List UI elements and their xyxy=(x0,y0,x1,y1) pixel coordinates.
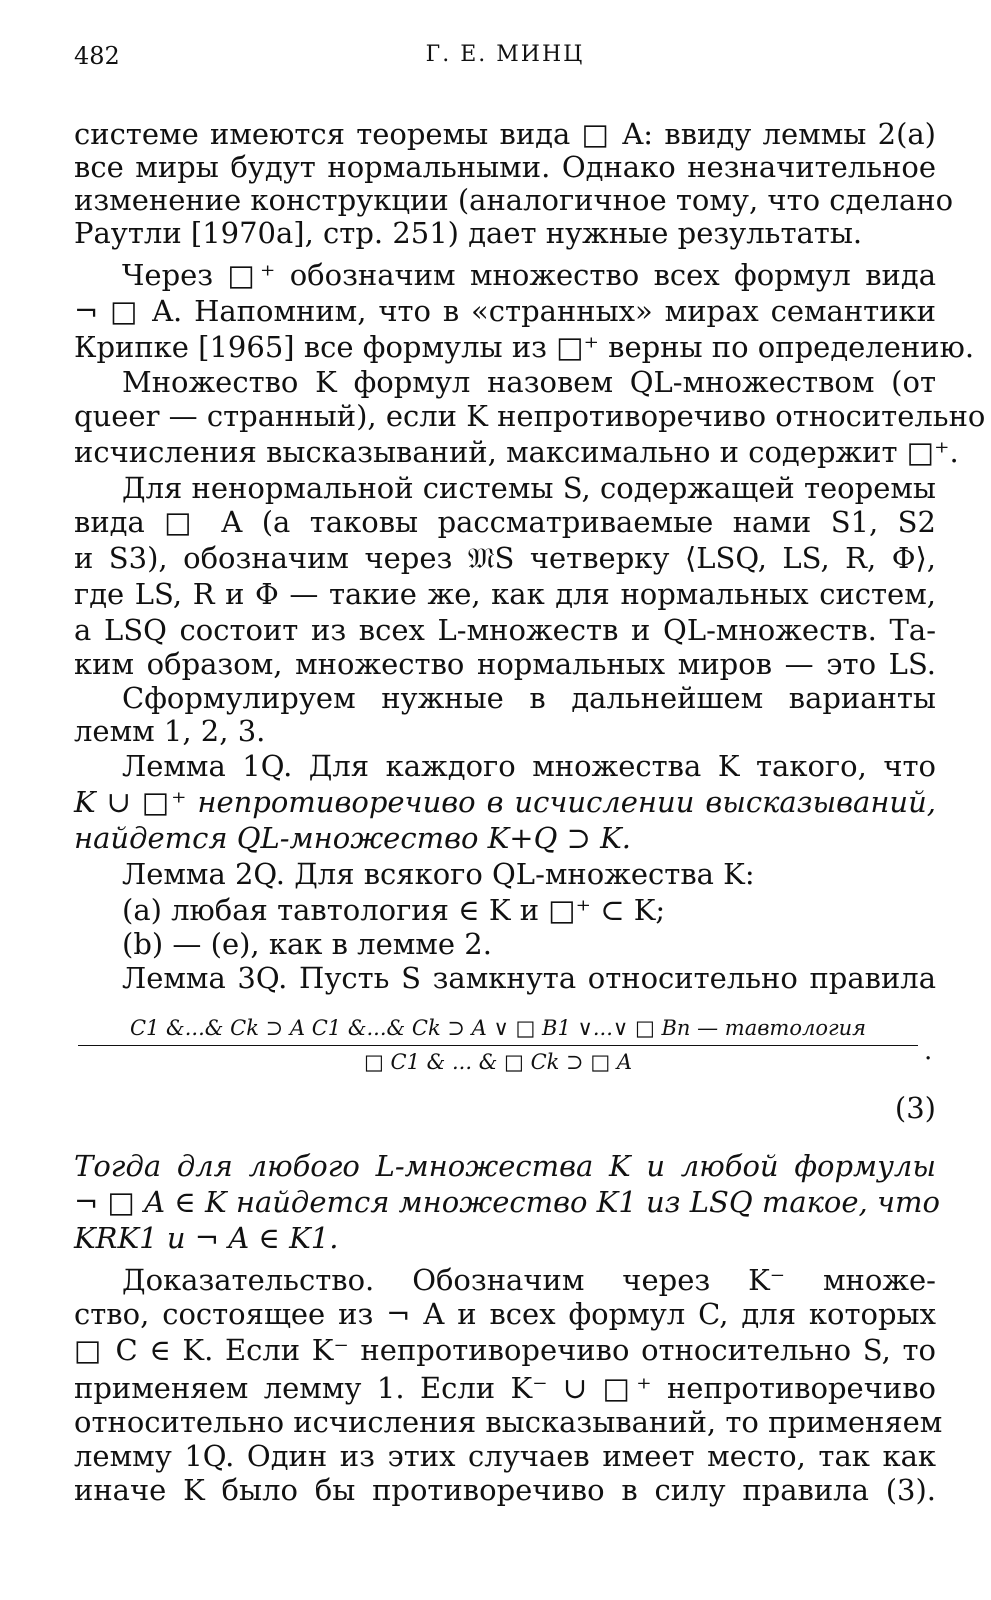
text-line: ким образом, множество нормальных миров — это LS. xyxy=(74,647,936,681)
lemma-text: KRK1 и ¬ A ∈ K1. xyxy=(74,1221,339,1255)
text-line: Множество K формул назовем QL-множеством (от xyxy=(122,365,936,399)
lemma-2q-title: Лемма 2Q. Для всякого QL-множества K: xyxy=(122,857,755,891)
lemma-1q-title: Лемма 1Q. Для каждого множества K такого, что xyxy=(122,749,936,783)
text-line: применяем лемму 1. Если K⁻ ∪ □⁺ непротиворечиво xyxy=(74,1371,936,1405)
equation-number: (3) xyxy=(894,1091,936,1125)
text-line: ство, состоящее из ¬ A и всех формул C, для которых xyxy=(74,1297,936,1331)
rule-period: . xyxy=(924,1036,933,1066)
running-head-author: Г. Е. МИНЦ xyxy=(425,42,585,67)
lemma-text: K ∪ □⁺ непротиворечиво в исчислении высказываний, xyxy=(74,785,936,819)
text-line: и S3), обозначим через 𝔐S четверку ⟨LSQ, LS, R, Φ⟩, xyxy=(74,541,936,575)
text-line: системе имеются теоремы вида □ A: ввиду леммы 2(a) xyxy=(74,117,936,151)
text-line: все миры будут нормальными. Однако незначительное xyxy=(74,150,936,184)
text-line: относительно исчисления высказываний, то применяем xyxy=(74,1405,943,1439)
text-line: изменение конструкции (аналогичное тому, что сделано xyxy=(74,183,954,217)
text-line: Через □⁺ обозначим множество всех формул вида xyxy=(122,258,936,292)
text-line: queer — странный), если K непротиворечиво относительно xyxy=(74,399,986,433)
text-line: иначе K было бы противоречиво в силу правила (3). xyxy=(74,1473,936,1507)
rule-denominator: □ C1 & ... & □ Ck ⊃ □ A xyxy=(364,1050,632,1074)
text-line: лемму 1Q. Один из этих случаев имеет место, так как xyxy=(74,1439,936,1473)
lemma-text: Тогда для любого L-множества K и любой формулы xyxy=(74,1149,936,1183)
text-line: лемм 1, 2, 3. xyxy=(74,714,266,748)
lemma-text: найдется QL-множество K+Q ⊃ K. xyxy=(74,821,631,855)
lemma-3q-title: Лемма 3Q. Пусть S замкнута относительно правила xyxy=(122,961,936,995)
text-line: Крипке [1965] все формулы из □⁺ верны по определению. xyxy=(74,330,975,364)
rule-numerator: C1 &...& Ck ⊃ A C1 &...& Ck ⊃ A ∨ □ B1 ∨...∨ □ Bn — тавтология xyxy=(129,1016,867,1040)
fraction-bar xyxy=(78,1045,918,1046)
text-line: Сформулируем нужные в дальнейшем варианты xyxy=(122,681,936,715)
text-line: где LS, R и Φ — такие же, как для нормальных систем, xyxy=(74,577,936,611)
text-line: Для ненормальной системы S, содержащей теоремы xyxy=(122,471,936,505)
lemma-item: (b) — (e), как в лемме 2. xyxy=(122,927,492,961)
proof-heading: Доказательство. Обозначим через K⁻ множе- xyxy=(122,1263,936,1297)
text-line: ¬ □ A. Напомним, что в «странных» мирах семантики xyxy=(74,294,936,328)
page-header xyxy=(74,42,936,82)
text-line: Раутли [1970a], стр. 251) дает нужные результаты. xyxy=(74,216,863,250)
page-number: 482 xyxy=(74,42,120,70)
lemma-text: ¬ □ A ∈ K найдется множество K1 из LSQ такое, что xyxy=(74,1185,940,1219)
text-line: а LSQ состоит из всех L-множеств и QL-множеств. Та- xyxy=(74,613,936,647)
text-line: вида □ A (а таковы рассматриваемые нами S1, S2 xyxy=(74,505,936,539)
text-line: □ C ∈ K. Если K⁻ непротиворечиво относительно S, то xyxy=(74,1333,936,1367)
lemma-item: (a) любая тавтология ∈ K и □⁺ ⊂ K; xyxy=(122,893,666,927)
text-line: исчисления высказываний, максимально и содержит □⁺. xyxy=(74,435,959,469)
